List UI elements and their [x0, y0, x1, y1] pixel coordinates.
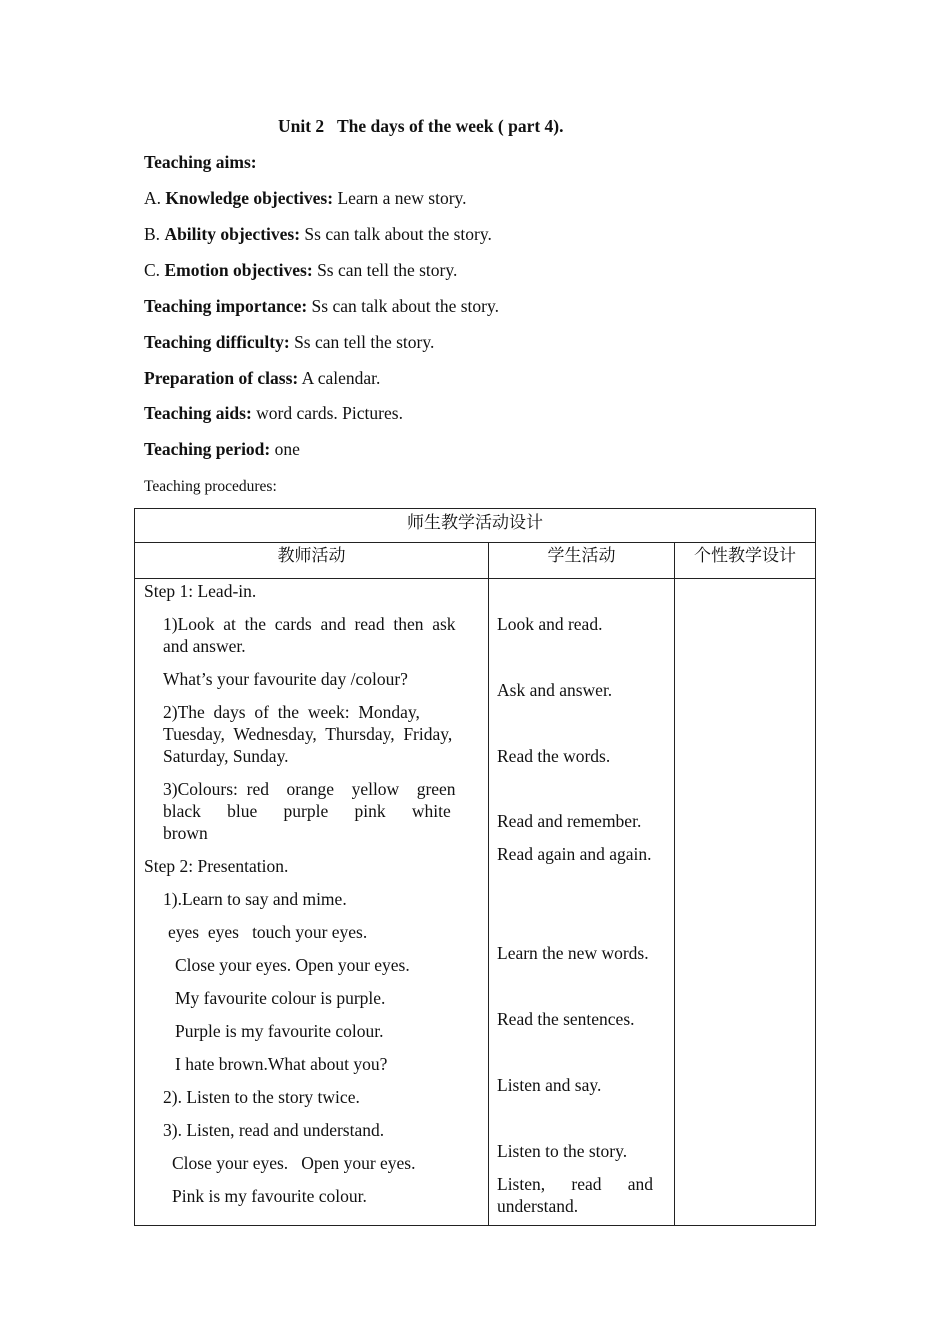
student-activity-1: Look and read.: [497, 614, 603, 634]
knowledge-objectives: A. Knowledge objectives: Learn a new story.: [144, 188, 467, 208]
student-activity-4: Read and remember.: [497, 811, 642, 831]
preparation-of-class: Preparation of class: A calendar.: [144, 368, 381, 388]
student-activity-8: Listen and say.: [497, 1075, 602, 1095]
teacher-activities-cell: [135, 579, 489, 1226]
procedures-table: [134, 508, 816, 1226]
step-1-item-2-line-3: Saturday, Sunday.: [163, 746, 289, 766]
step-2-item-2: 2). Listen to the story twice.: [163, 1087, 360, 1107]
step-1-item-1-line-2: and answer.: [163, 636, 246, 656]
student-activities-cell: [489, 579, 675, 1226]
student-activity-10-line-2: understand.: [497, 1196, 579, 1216]
step-2-item-1: 1).Learn to say and mime.: [163, 889, 347, 909]
step-1-item-2-line-2: Tuesday, Wednesday, Thursday, Friday,: [163, 724, 453, 744]
teaching-aids: Teaching aids: word cards. Pictures.: [144, 403, 403, 423]
story-line-1: Close your eyes. Open your eyes.: [172, 1153, 416, 1173]
step-1-question: What’s your favourite day /colour?: [163, 669, 408, 689]
story-line-2: Pink is my favourite colour.: [172, 1186, 367, 1206]
teaching-period: Teaching period: one: [144, 439, 300, 459]
chant-line-2: Close your eyes. Open your eyes.: [175, 955, 410, 975]
teaching-procedures-label: Teaching procedures:: [144, 478, 277, 495]
student-activity-9: Listen to the story.: [497, 1141, 628, 1161]
step-1-item-3-line-2: black blue purple pink white: [163, 801, 451, 821]
student-activity-3: Read the words.: [497, 746, 611, 766]
teaching-difficulty: Teaching difficulty: Ss can tell the story.: [144, 332, 435, 352]
student-activity-10-line-1: Listen, read and: [497, 1174, 653, 1194]
student-activity-6: Learn the new words.: [497, 943, 649, 963]
chant-line-5: I hate brown.What about you?: [175, 1054, 388, 1074]
column-header-student: 学生活动: [489, 543, 675, 579]
table-header: 师生教学活动设计: [135, 509, 816, 543]
teaching-importance: Teaching importance: Ss can talk about the story.: [144, 296, 499, 316]
student-activity-7: Read the sentences.: [497, 1009, 635, 1029]
lesson-title: Unit 2 The days of the week ( part 4).: [278, 116, 564, 136]
step-1-item-3-line-1: 3)Colours: red orange yellow green: [163, 779, 456, 799]
column-header-teacher: 教师活动: [135, 543, 489, 579]
student-activity-5: Read again and again.: [497, 844, 652, 864]
ability-objectives: B. Ability objectives: Ss can talk about the story.: [144, 224, 492, 244]
student-activity-2: Ask and answer.: [497, 680, 613, 700]
teaching-aims-heading: Teaching aims:: [144, 152, 257, 172]
step-2-item-3: 3). Listen, read and understand.: [163, 1120, 385, 1140]
chant-line-1: eyes eyes touch your eyes.: [168, 922, 368, 942]
personal-design-cell: [675, 579, 816, 1226]
step-1-item-3-line-3: brown: [163, 823, 208, 843]
step-1-item-2-line-1: 2)The days of the week: Monday,: [163, 702, 420, 722]
step-1-heading: Step 1: Lead-in.: [144, 581, 257, 601]
emotion-objectives: C. Emotion objectives: Ss can tell the story.: [144, 260, 458, 280]
step-2-heading: Step 2: Presentation.: [144, 856, 289, 876]
column-header-personal: 个性教学设计: [675, 543, 816, 579]
step-1-item-1-line-1: 1)Look at the cards and read then ask: [163, 614, 456, 634]
chant-line-4: Purple is my favourite colour.: [175, 1021, 384, 1041]
chant-line-3: My favourite colour is purple.: [175, 988, 386, 1008]
